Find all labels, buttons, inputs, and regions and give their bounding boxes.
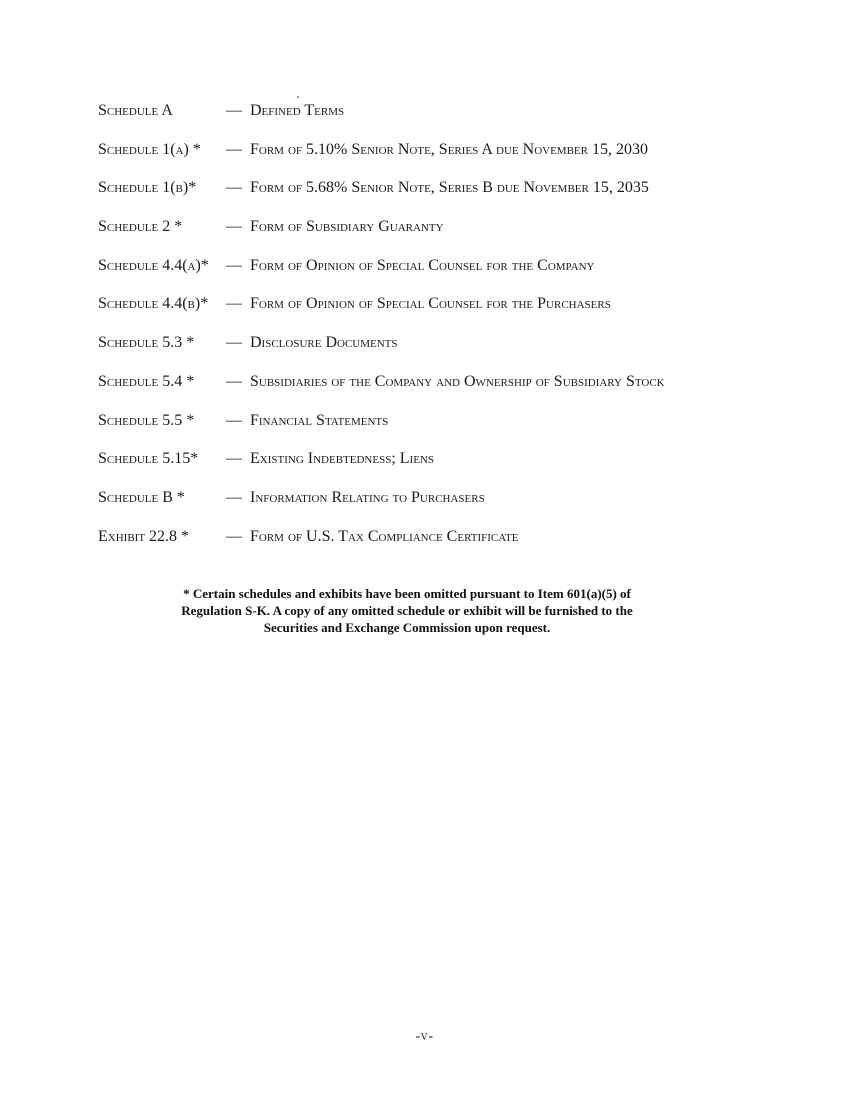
em-dash: — (226, 411, 242, 429)
schedule-label: Schedule 4.4(a)* (98, 256, 209, 274)
schedule-row (98, 179, 809, 197)
schedule-row (98, 489, 809, 507)
schedule-description: Form of Subsidiary Guaranty (250, 218, 444, 236)
em-dash: — (226, 179, 242, 197)
schedule-description: Form of Opinion of Special Counsel for the Company (250, 256, 595, 274)
schedule-row (98, 102, 809, 120)
schedule-row (98, 528, 809, 546)
schedule-label: Schedule 5.15* (98, 450, 199, 468)
schedule-label: Schedule 1(b)* (98, 179, 197, 197)
schedule-row (98, 450, 809, 468)
em-dash: — (226, 450, 242, 468)
em-dash: — (226, 334, 242, 352)
schedule-row (98, 412, 809, 430)
em-dash: — (226, 372, 242, 390)
schedule-description: Existing Indebtedness; Liens (250, 450, 434, 468)
schedule-label: Schedule 4.4(b)* (98, 295, 209, 313)
em-dash: — (226, 256, 242, 274)
schedule-description: Disclosure Documents (250, 334, 398, 352)
schedule-description: Form of Opinion of Special Counsel for the Purchasers (250, 295, 611, 313)
schedule-row (98, 334, 809, 352)
schedule-label: Schedule B * (98, 488, 185, 506)
schedule-row (98, 373, 809, 391)
schedule-description: Financial Statements (250, 411, 389, 429)
footnote-line: Regulation S-K. A copy of any omitted schedule or exhibit will be furnished to the (181, 603, 633, 618)
schedule-row (98, 141, 809, 159)
scan-artifact-dot (297, 96, 299, 98)
schedule-label: Schedule 5.3 * (98, 334, 195, 352)
schedule-label: Schedule A (98, 102, 173, 119)
schedule-label: Schedule 5.5 * (98, 411, 195, 429)
schedule-row (98, 295, 809, 313)
em-dash: — (226, 102, 242, 119)
em-dash: — (226, 218, 242, 236)
em-dash: — (226, 140, 242, 158)
page-number: -v- (415, 1029, 434, 1044)
em-dash: — (226, 527, 242, 545)
schedule-label: Schedule 2 * (98, 218, 183, 236)
schedule-label: Schedule 5.4 * (98, 372, 195, 390)
em-dash: — (226, 295, 242, 313)
schedule-description: Form of 5.68% Senior Note, Series B due November 15, 2035 (250, 179, 649, 197)
schedule-description: Information Relating to Purchasers (250, 488, 485, 506)
schedule-list (98, 102, 809, 566)
schedule-label: Exhibit 22.8 * (98, 527, 190, 545)
em-dash: — (226, 488, 242, 506)
schedule-description: Form of U.S. Tax Compliance Certificate (250, 527, 519, 545)
schedule-label: Schedule 1(a) * (98, 140, 201, 158)
schedule-description: Subsidiaries of the Company and Ownership of Subsidiary Stock (250, 372, 665, 390)
schedule-description: Defined Terms (250, 102, 345, 119)
footnote-line: Securities and Exchange Commission upon request. (263, 620, 551, 635)
schedule-row (98, 218, 809, 236)
omitted-schedules-footnote (155, 585, 659, 636)
schedule-description: Form of 5.10% Senior Note, Series A due November 15, 2030 (250, 140, 648, 158)
footnote-line: * Certain schedules and exhibits have been omitted pursuant to Item 601(a)(5) of (183, 586, 631, 601)
schedule-row (98, 257, 809, 275)
